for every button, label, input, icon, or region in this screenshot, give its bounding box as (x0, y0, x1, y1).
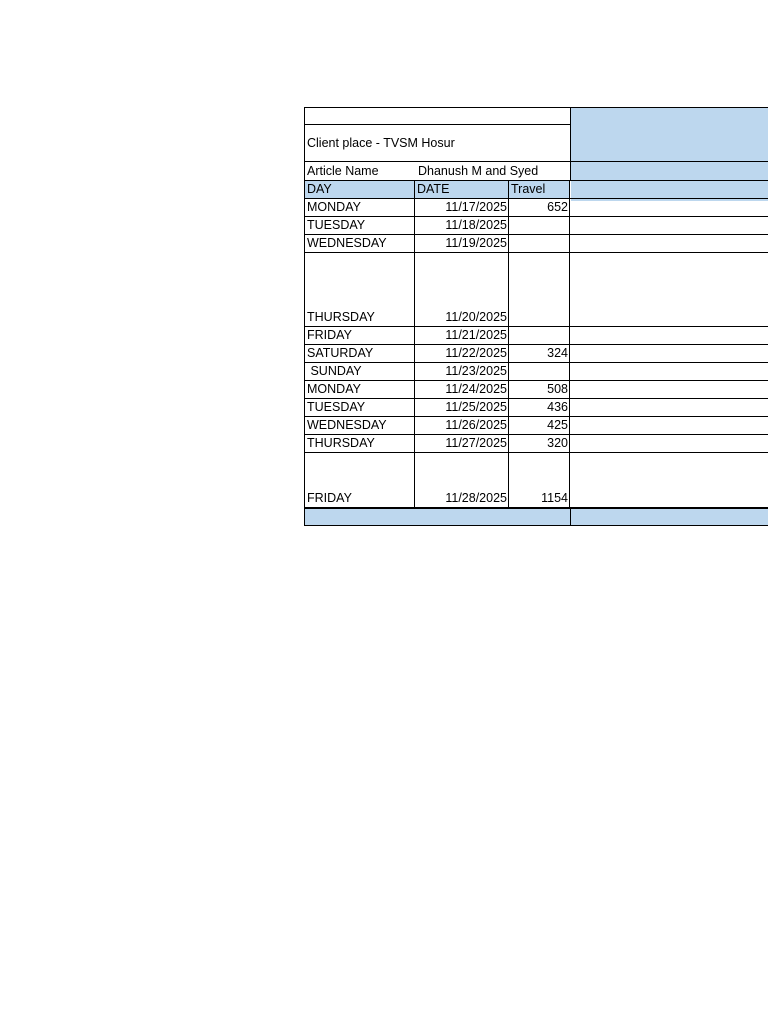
blank-top-cell[interactable] (305, 108, 571, 124)
day-cell[interactable]: WEDNESDAY (304, 417, 415, 434)
travel-cell[interactable]: 1154 (509, 453, 570, 507)
spreadsheet-page (304, 107, 768, 526)
table-row (304, 253, 768, 327)
table-row (304, 345, 768, 363)
travel-cell[interactable]: 508 (509, 381, 570, 398)
travel-cell[interactable]: 436 (509, 399, 570, 416)
table-row (304, 381, 768, 399)
data-rows (304, 199, 768, 508)
article-name-value[interactable]: Dhanush M and Syed (416, 162, 571, 180)
day-cell[interactable]: TUESDAY (304, 399, 415, 416)
date-cell[interactable]: 11/20/2025 (415, 253, 509, 326)
date-cell[interactable]: 11/25/2025 (415, 399, 509, 416)
travel-cell[interactable] (509, 217, 570, 234)
table-row (304, 217, 768, 235)
column-header-row (304, 181, 768, 199)
table-row (304, 435, 768, 453)
date-cell[interactable]: 11/18/2025 (415, 217, 509, 234)
day-cell[interactable]: FRIDAY (304, 327, 415, 344)
table-row (304, 453, 768, 508)
blank-bottom-row (304, 508, 768, 526)
date-cell[interactable]: 11/22/2025 (415, 345, 509, 362)
day-cell[interactable]: MONDAY (304, 199, 415, 216)
header-date[interactable]: DATE (415, 181, 509, 198)
day-cell[interactable]: WEDNESDAY (304, 235, 415, 252)
date-cell[interactable]: 11/28/2025 (415, 453, 509, 507)
date-cell[interactable]: 11/24/2025 (415, 381, 509, 398)
day-cell[interactable]: MONDAY (304, 381, 415, 398)
day-cell[interactable]: THURSDAY (304, 253, 415, 326)
table-row (304, 363, 768, 381)
article-name-label[interactable]: Article Name (307, 164, 379, 178)
travel-cell[interactable] (509, 363, 570, 380)
bottom-fill-band (571, 509, 768, 525)
travel-cell[interactable]: 425 (509, 417, 570, 434)
client-place-cell[interactable]: Client place - TVSM Hosur (305, 125, 571, 161)
article-name-row (304, 162, 768, 181)
day-cell[interactable]: SATURDAY (304, 345, 415, 362)
travel-cell[interactable] (509, 235, 570, 252)
day-cell[interactable]: TUESDAY (304, 217, 415, 234)
travel-cell[interactable] (509, 327, 570, 344)
table-row (304, 327, 768, 345)
date-cell[interactable]: 11/27/2025 (415, 435, 509, 452)
day-cell[interactable]: THURSDAY (304, 435, 415, 452)
header-day[interactable]: DAY (304, 181, 415, 198)
travel-cell[interactable] (509, 253, 570, 326)
header-travel[interactable]: Travel (509, 181, 570, 198)
table-row (304, 399, 768, 417)
table-row (304, 199, 768, 217)
travel-cell[interactable]: 324 (509, 345, 570, 362)
date-cell[interactable]: 11/26/2025 (415, 417, 509, 434)
day-cell[interactable]: SUNDAY (304, 363, 415, 380)
table-row (304, 417, 768, 435)
date-cell[interactable]: 11/21/2025 (415, 327, 509, 344)
blank-top-row (304, 107, 768, 125)
travel-cell[interactable]: 320 (509, 435, 570, 452)
date-cell[interactable]: 11/23/2025 (415, 363, 509, 380)
date-cell[interactable]: 11/19/2025 (415, 235, 509, 252)
travel-cell[interactable]: 652 (509, 199, 570, 216)
table-row (304, 235, 768, 253)
day-cell[interactable]: FRIDAY (304, 453, 415, 507)
date-cell[interactable]: 11/17/2025 (415, 199, 509, 216)
blank-bottom-cell[interactable] (305, 509, 571, 525)
client-place-row (304, 125, 768, 162)
